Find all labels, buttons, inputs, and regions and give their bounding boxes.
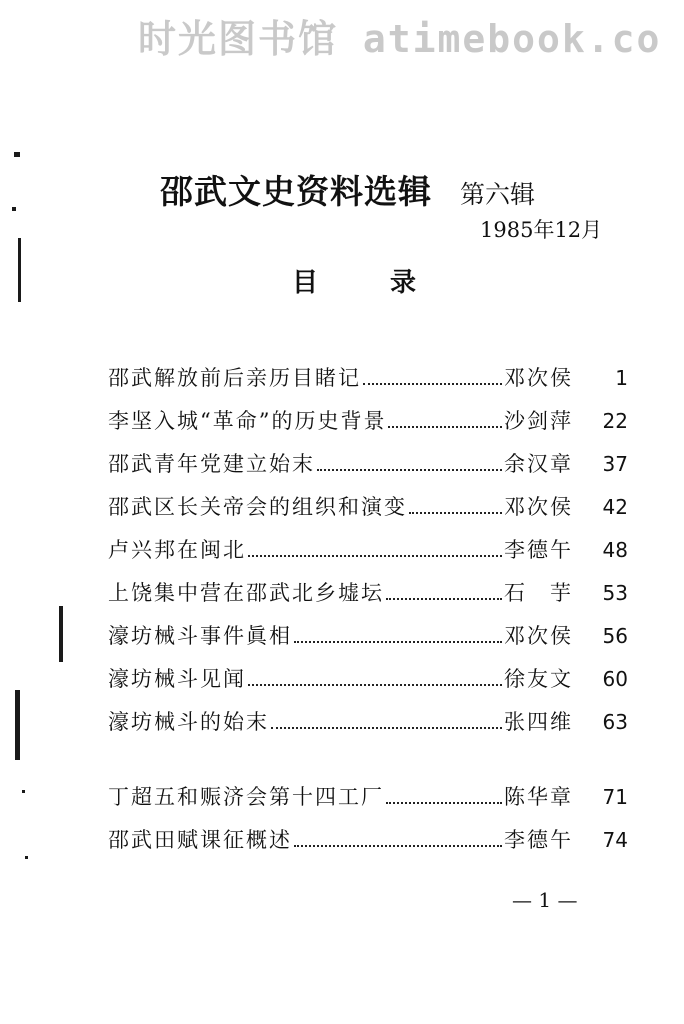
scan-speck bbox=[22, 790, 25, 793]
dot-leader bbox=[409, 512, 502, 514]
dot-leader bbox=[294, 845, 502, 847]
watermark-text: 时光图书馆 atimebook.co bbox=[138, 17, 662, 61]
toc-entry-page: 56 bbox=[602, 624, 628, 648]
toc-entry-title: 濠坊械斗见闻 bbox=[108, 667, 246, 691]
page-number-footer: — 1 — bbox=[512, 888, 578, 912]
scan-speck bbox=[59, 606, 63, 662]
publication-date: 1985年12月 bbox=[480, 218, 603, 242]
toc-entry-author: 邓次侯 bbox=[504, 495, 573, 519]
toc-entry bbox=[108, 577, 628, 620]
toc-entry-page: 74 bbox=[602, 828, 628, 852]
book-title: 邵武文史资料选辑 bbox=[160, 172, 432, 211]
dot-leader bbox=[294, 641, 502, 643]
toc-entry-author: 徐友文 bbox=[504, 667, 573, 691]
toc-heading-char-2: 录 bbox=[390, 268, 417, 298]
toc-entry-author: 邓次侯 bbox=[504, 366, 573, 390]
toc-entry-author: 余汉章 bbox=[504, 452, 573, 476]
toc-heading-char-1: 目 bbox=[292, 268, 319, 298]
toc-entry bbox=[108, 706, 628, 749]
toc-entry bbox=[108, 663, 628, 706]
toc-entry-title: 邵武区长关帝会的组织和演变 bbox=[108, 495, 407, 519]
dot-leader bbox=[271, 727, 502, 729]
toc-list bbox=[108, 362, 628, 867]
toc-entry-title: 上饶集中营在邵武北乡墟坛 bbox=[108, 581, 384, 605]
dot-leader bbox=[386, 598, 502, 600]
scan-speck bbox=[15, 690, 20, 760]
toc-entry bbox=[108, 405, 628, 448]
toc-entry-page: 63 bbox=[602, 710, 628, 734]
toc-entry-page: 1 bbox=[615, 366, 628, 390]
toc-entry-title: 李坚入城“革命”的历史背景 bbox=[108, 409, 387, 433]
dot-leader bbox=[248, 555, 502, 557]
toc-entry-page: 60 bbox=[602, 667, 628, 691]
scan-speck bbox=[25, 856, 28, 859]
toc-entry-author: 邓次侯 bbox=[504, 624, 573, 648]
toc-entry-author: 李德午 bbox=[504, 828, 573, 852]
toc-entry-title: 邵武青年党建立始末 bbox=[108, 452, 315, 476]
toc-entry-title: 丁超五和赈济会第十四工厂 bbox=[108, 785, 384, 809]
toc-entry-page: 37 bbox=[602, 452, 628, 476]
dot-leader bbox=[388, 426, 502, 428]
toc-entry bbox=[108, 448, 628, 491]
toc-heading bbox=[292, 262, 416, 299]
toc-entry bbox=[108, 534, 628, 577]
toc-entry-author: 张四维 bbox=[504, 710, 573, 734]
toc-entry-title: 卢兴邦在闽北 bbox=[108, 538, 246, 562]
toc-entry-page: 71 bbox=[602, 785, 628, 809]
toc-entry bbox=[108, 491, 628, 534]
toc-entry bbox=[108, 362, 628, 405]
toc-entry-title: 邵武解放前后亲历目睹记 bbox=[108, 366, 361, 390]
toc-entry-author: 李德午 bbox=[504, 538, 573, 562]
scan-speck bbox=[18, 238, 21, 302]
title-block bbox=[160, 166, 535, 213]
toc-entry-author: 沙剑萍 bbox=[504, 409, 573, 433]
scan-speck bbox=[12, 207, 16, 211]
toc-entry-title: 邵武田赋课征概述 bbox=[108, 828, 292, 852]
dot-leader bbox=[248, 684, 502, 686]
toc-entry-author: 陈华章 bbox=[504, 785, 573, 809]
toc-entry-page: 22 bbox=[602, 409, 628, 433]
volume-label: 第六辑 bbox=[460, 180, 536, 209]
dot-leader bbox=[317, 469, 502, 471]
dot-leader bbox=[386, 802, 502, 804]
toc-entry-page: 48 bbox=[602, 538, 628, 562]
toc-entry-title: 濠坊械斗的始末 bbox=[108, 710, 269, 734]
toc-entry-author: 石 芋 bbox=[504, 581, 573, 605]
toc-entry-page: 42 bbox=[602, 495, 628, 519]
dot-leader bbox=[363, 383, 502, 385]
toc-entry-title: 濠坊械斗事件眞相 bbox=[108, 624, 292, 648]
toc-entry bbox=[108, 620, 628, 663]
toc-entry bbox=[108, 781, 628, 824]
toc-entry-page: 53 bbox=[602, 581, 628, 605]
toc-entry bbox=[108, 824, 628, 867]
scan-speck bbox=[14, 152, 20, 157]
